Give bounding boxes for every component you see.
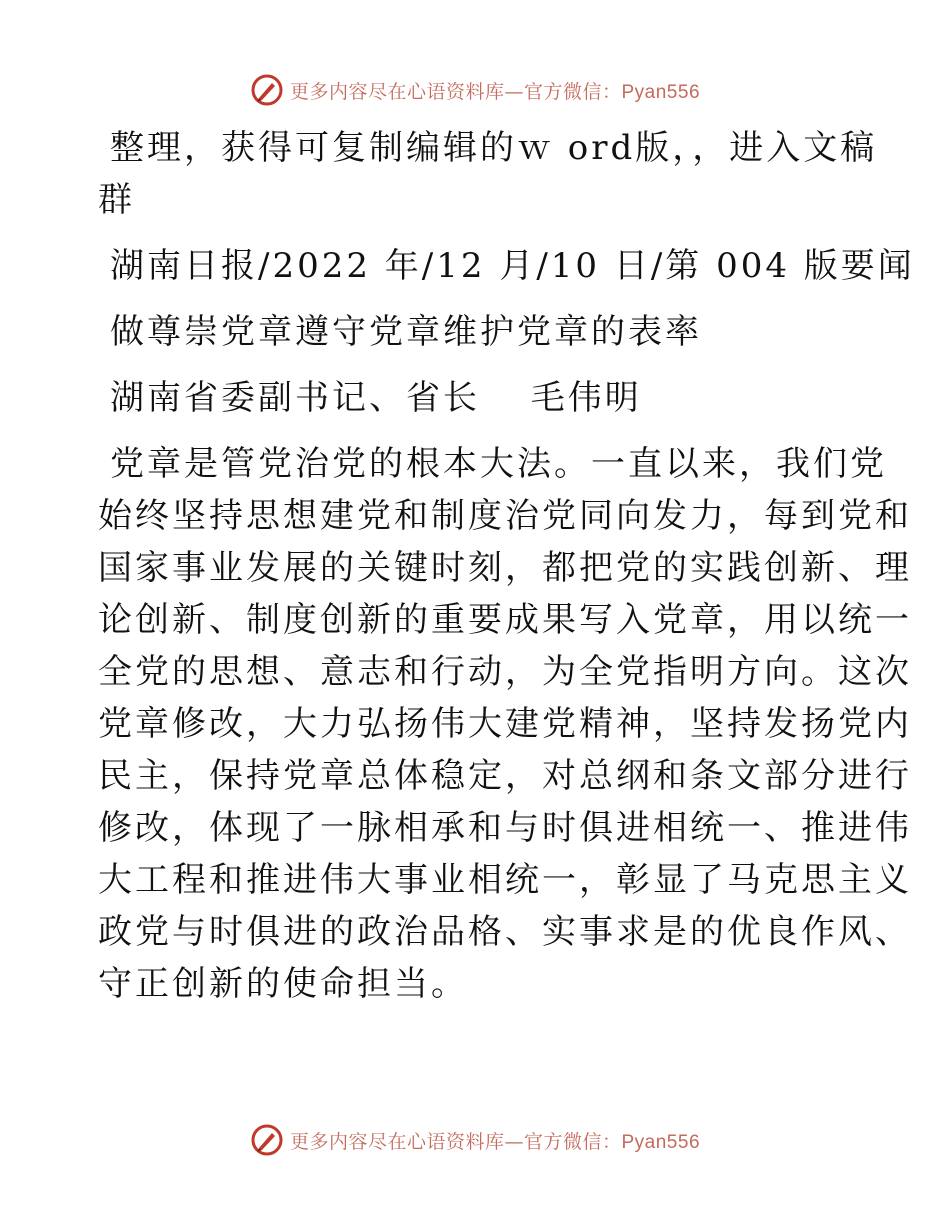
pen-logo-icon bbox=[250, 73, 284, 107]
article-author: 湖南省委副书记、省长 毛伟明 bbox=[110, 378, 642, 418]
watermark-footer bbox=[0, 1122, 950, 1158]
document-body bbox=[98, 122, 915, 1010]
body-line: 修改，体现了一脉相承和与时俱进相统一、推进伟 bbox=[98, 808, 912, 848]
body-line: 国家事业发展的关键时刻，都把党的实践创新、理 bbox=[98, 548, 912, 588]
intro-line-2: 群 bbox=[98, 180, 135, 220]
body-line: 全党的思想、意志和行动，为全党指明方向。这次 bbox=[98, 652, 912, 692]
body-line: 党章是管党治党的根本大法。一直以来，我们党 bbox=[110, 444, 887, 484]
body-line: 始终坚持思想建党和制度治党同向发力，每到党和 bbox=[98, 496, 912, 536]
body-line: 论创新、制度创新的重要成果写入党章，用以统一 bbox=[98, 600, 912, 640]
body-line: 大工程和推进伟大事业相统一，彰显了马克思主义 bbox=[98, 860, 912, 900]
intro-line-1: 整理，获得可复制编辑的ｗ ord版，，进入文稿 bbox=[110, 128, 878, 168]
pen-logo-icon bbox=[250, 1123, 284, 1157]
body-line: 政党与时俱进的政治品格、实事求是的优良作风、 bbox=[98, 912, 912, 952]
article-title: 做尊崇党章遵守党章维护党章的表率 bbox=[110, 312, 702, 352]
article-paragraph bbox=[98, 438, 912, 1010]
watermark-header bbox=[0, 72, 950, 108]
watermark-text: 更多内容尽在心语资料库—官方微信：Pyan556 bbox=[289, 80, 701, 103]
source-line: 湖南日报/2022 年/12 月/10 日/第 004 版要闻 bbox=[110, 246, 915, 286]
body-line: 守正创新的使命担当。 bbox=[98, 964, 468, 1004]
body-line: 党章修改，大力弘扬伟大建党精神，坚持发扬党内 bbox=[98, 704, 912, 744]
watermark-text: 更多内容尽在心语资料库—官方微信：Pyan556 bbox=[289, 1130, 701, 1153]
body-line: 民主，保持党章总体稳定，对总纲和条文部分进行 bbox=[98, 756, 912, 796]
